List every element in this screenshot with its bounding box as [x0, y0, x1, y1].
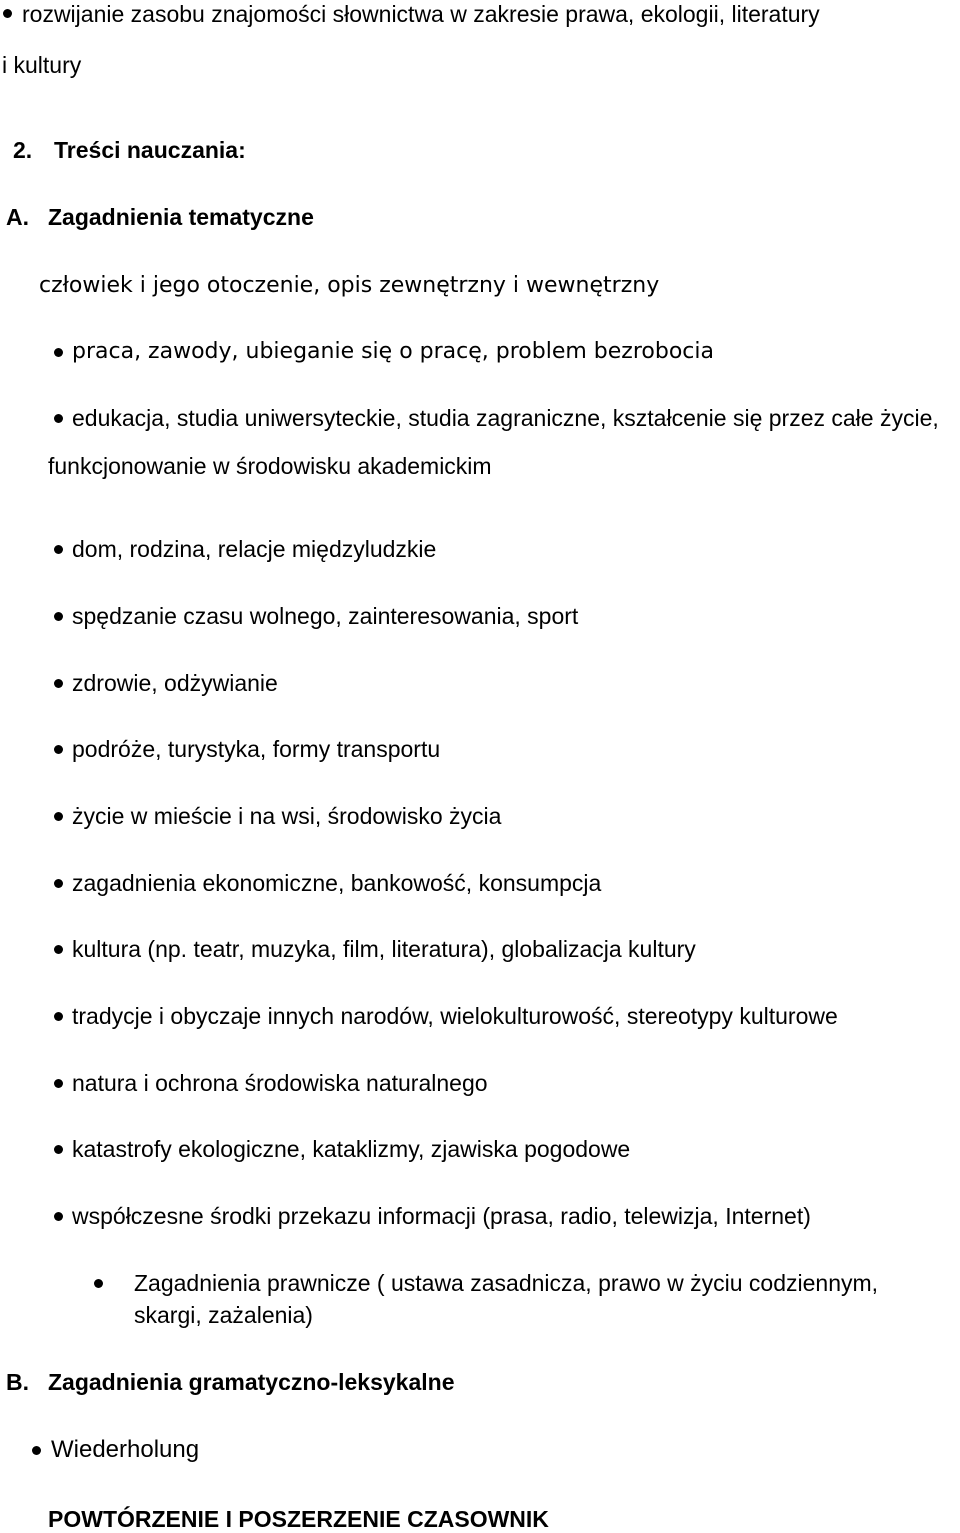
bullet-icon — [54, 1212, 63, 1221]
topic-item: życie w mieście i na wsi, środowisko życia — [72, 803, 502, 829]
section-2-title: Treści nauczania: — [54, 137, 246, 163]
bullet-icon — [3, 9, 12, 18]
topic-item: tradycje i obyczaje innych narodów, wielokulturowość, stereotypy kulturowe — [72, 1003, 838, 1029]
topic-item-continuation: funkcjonowanie w środowisku akademickim — [48, 453, 492, 479]
bullet-icon — [54, 679, 63, 688]
legal-item-line2: skargi, zażalenia) — [134, 1302, 313, 1328]
bullet-icon — [54, 1145, 63, 1154]
topic-item: zdrowie, odżywianie — [72, 670, 278, 696]
bullet-icon — [54, 1079, 63, 1088]
bullet-icon — [94, 1279, 103, 1288]
intro-item-line1: rozwijanie zasobu znajomości słownictwa w zakresie prawa, ekologii, literatury — [22, 1, 820, 27]
section-a-lead: człowiek i jego otoczenie, opis zewnętrzny i wewnętrzny — [39, 273, 660, 298]
bullet-icon — [32, 1446, 41, 1455]
topic-item: edukacja, studia uniwersyteckie, studia zagraniczne, kształcenie się przez całe życie, — [72, 405, 939, 431]
section-a-title: Zagadnienia tematyczne — [48, 204, 314, 230]
bullet-icon — [54, 945, 63, 954]
bullet-icon — [54, 414, 63, 423]
topic-item: spędzanie czasu wolnego, zainteresowania, sport — [72, 603, 579, 629]
topic-item: zagadnienia ekonomiczne, bankowość, konsumpcja — [72, 870, 602, 896]
topic-item: natura i ochrona środowiska naturalnego — [72, 1070, 488, 1096]
bullet-icon — [54, 612, 63, 621]
topic-item: katastrofy ekologiczne, kataklizmy, zjawiska pogodowe — [72, 1136, 631, 1162]
grammar-subheading: POWTÓRZENIE I POSZERZENIE CZASOWNIK — [48, 1506, 549, 1532]
topic-item: współczesne środki przekazu informacji (prasa, radio, telewizja, Internet) — [72, 1203, 811, 1229]
bullet-icon — [54, 879, 63, 888]
legal-item-line1: Zagadnienia prawnicze ( ustawa zasadnicza, prawo w życiu codziennym, — [134, 1270, 879, 1296]
bullet-icon — [54, 348, 63, 357]
bullet-icon — [54, 545, 63, 554]
intro-item-line2: i kultury — [2, 52, 82, 78]
topic-item: praca, zawody, ubieganie się o pracę, problem bezrobocia — [72, 339, 714, 364]
grammar-item: Wiederholung — [51, 1436, 200, 1463]
section-b-letter: B. — [6, 1369, 29, 1395]
bullet-icon — [54, 745, 63, 754]
section-2-number: 2. — [13, 137, 33, 163]
section-b-title: Zagadnienia gramatyczno-leksykalne — [48, 1369, 455, 1395]
topic-item: podróże, turystyka, formy transportu — [72, 736, 441, 762]
bullet-icon — [54, 812, 63, 821]
topic-item: dom, rodzina, relacje międzyludzkie — [72, 536, 437, 562]
topic-item: kultura (np. teatr, muzyka, film, literatura), globalizacja kultury — [72, 936, 696, 962]
section-a-letter: A. — [6, 204, 29, 230]
bullet-icon — [54, 1012, 63, 1021]
